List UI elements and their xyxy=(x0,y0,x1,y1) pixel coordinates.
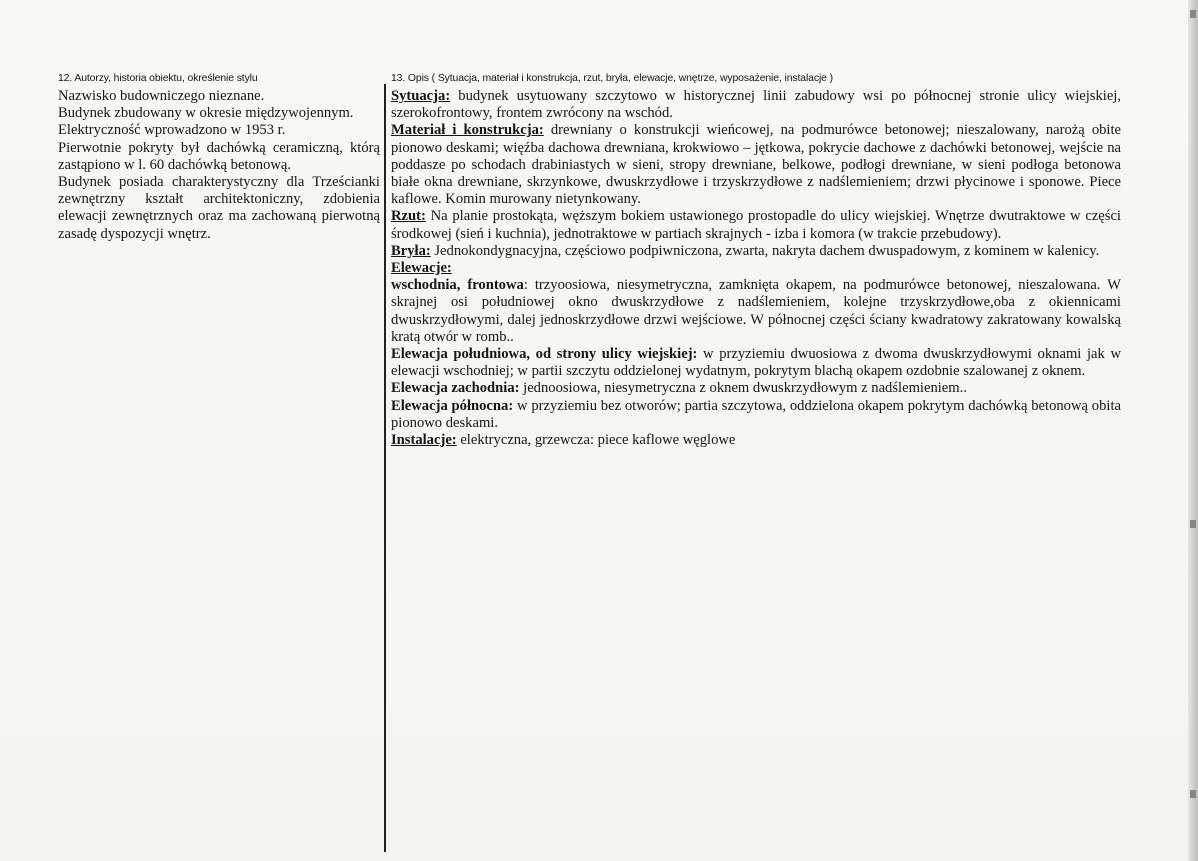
instalacje-text: elektryczna, grzewcza: piece kaflowe węglowe xyxy=(456,432,736,449)
edge-mark xyxy=(1190,10,1196,18)
history-heading: 12. Autorzy, historia obiektu, określenie stylu xyxy=(58,73,258,84)
elewacje-heading xyxy=(391,260,1121,277)
wschodnia-label: wschodnia, frontowa xyxy=(391,277,524,294)
bryla-paragraph xyxy=(391,243,1121,260)
edge-mark xyxy=(1190,790,1196,798)
zachodnia-label: Elewacja zachodnia: xyxy=(391,380,520,397)
history-line: Pierwotnie pokryty był dachówką ceramiczną, którą zastąpiono w l. 60 dachówką betonową. xyxy=(58,139,380,173)
wschodnia-text: : trzyoosiowa, niesymetryczna, zamknięta okapem, na podmurówce betonowej, nieszalowana. W skrajnej osi południowej okno dwuskrzydłowe z nadślemieniem, kolejne trzyskrzydłowe,oba z okiennicami dwuskrzydłowymi, dalej jednoskrzydłowe drzwi wejściowe. W północnej części ściany kwadratowy zakratowany kowalską kratą otwór w romb.. xyxy=(391,277,1121,345)
polnocna-text: w przyziemiu bez otworów; partia szczytowa, oddzielona okapem pokrytym dachówką betonową obita pionowo deskami. xyxy=(391,397,1121,431)
material-label: Materiał i konstrukcja: xyxy=(391,122,544,139)
column-divider xyxy=(384,84,386,852)
history-line: Nazwisko budowniczego nieznane. xyxy=(58,88,265,104)
poludniowa-label: Elewacja południowa, od strony ulicy wiejskiej: xyxy=(391,346,698,363)
edge-mark xyxy=(1190,520,1196,528)
history-line: Elektryczność wprowadzono w 1953 r. xyxy=(58,122,286,139)
bryla-label: Bryła: xyxy=(391,242,431,259)
bryla-text: Jednokondygnacyjna, częściowo podpiwniczona, zwarta, nakryta dachem dwuspadowym, z kominem w kalenicy. xyxy=(430,242,1100,259)
history-line: Budynek posiada charakterystyczny dla Trześcianki zewnętrzny kształt architektoniczny, zdobienia elewacji zewnętrznych oraz ma zachowaną pierwotną zasadę dyspozycji wnętrz. xyxy=(58,174,380,242)
material-text: drewniany o konstrukcji wieńcowej, na podmurówce betonowej; nieszalowany, narożą obite pionowo deskami; więźba dachowa drewniana, krokwiowo – jętkowa, pokrycie dachowe z dachówki betonowej, wejście na poddasze po schodach drabiniastych w sieni, stropy drewniane, belkowe, podłogi drewniane, w sieni podłoga betonowa białe okna drewniane, skrzynkowe, dwuskrzydłowe i trzyskrzydłowe z nadślemieniem; drzwi płycinowe i sponowe. Piece kaflowe. Komin murowany nietynkowany. xyxy=(391,122,1121,208)
elewacje-label: Elewacje: xyxy=(391,260,452,277)
instalacje-paragraph xyxy=(391,432,1121,449)
poludniowa-text: w przyziemiu dwuosiowa z dwoma dwuskrzydłowymi oknami jak w elewacji wschodniej; w partii szczytu oddzielonej wydatnym, pokrytym blachą okapem ozdobnie szalowanej z oknem. xyxy=(391,346,1121,380)
history-section xyxy=(58,72,380,243)
description-section xyxy=(391,72,1121,449)
rzut-label: Rzut: xyxy=(391,208,426,225)
rzut-text: Na planie prostokąta, węższym bokiem ustawionego prostopadle do ulicy wiejskiej. Wnętrze dwutraktowe w części środkowej (sień i kuchnia), jednotraktowe w partiach skrajnych - izba i komora (w trakcie przebudowy). xyxy=(391,208,1121,242)
description-heading: 13. Opis ( Sytuacja, materiał i konstrukcja, rzut, bryła, elewacje, wnętrze, wyposażenie, instalacje ) xyxy=(391,73,833,84)
wschodnia-paragraph xyxy=(391,277,1121,346)
polnocna-label: Elewacja północna: xyxy=(391,397,514,414)
material-paragraph xyxy=(391,122,1121,208)
rzut-paragraph xyxy=(391,208,1121,242)
history-line: Budynek zbudowany w okresie międzywojennym. xyxy=(58,105,354,122)
sytuacja-text: budynek usytuowany szczytowo w historycznej linii zabudowy wsi po północnej stronie ulicy wiejskiej, szerokofrontowy, frontem zwrócony na wschód. xyxy=(391,88,1121,122)
instalacje-label: Instalacje: xyxy=(391,432,457,449)
poludniowa-paragraph xyxy=(391,346,1121,380)
page-edge xyxy=(1188,0,1198,861)
polnocna-paragraph xyxy=(391,398,1121,432)
zachodnia-paragraph xyxy=(391,380,1121,397)
sytuacja-label: Sytuacja: xyxy=(391,88,451,104)
zachodnia-text: jednoosiowa, niesymetryczna z oknem dwuskrzydłowym z nadślemieniem.. xyxy=(519,380,967,397)
sytuacja-paragraph xyxy=(391,88,1121,122)
